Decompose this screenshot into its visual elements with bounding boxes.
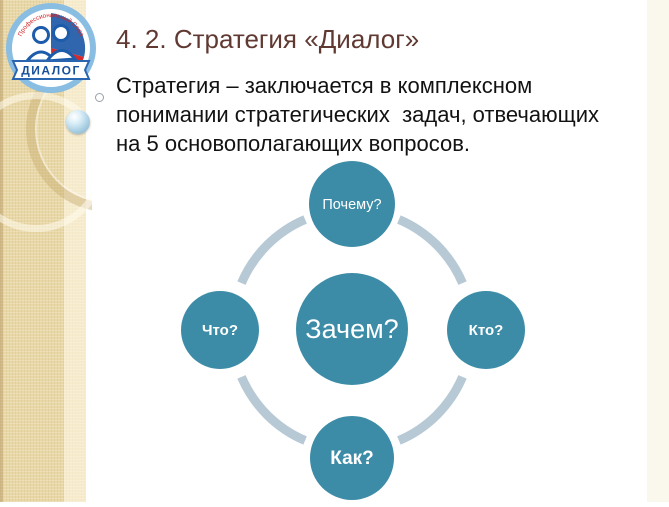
body-line: Стратегия – заключается в комплексном bbox=[116, 73, 533, 98]
node-right-label: Кто? bbox=[468, 322, 504, 339]
cycle-diagram bbox=[150, 148, 554, 502]
slide-body bbox=[116, 71, 599, 158]
right-band bbox=[647, 0, 669, 502]
body-line: на 5 основополагающих вопросов. bbox=[116, 131, 470, 156]
logo-banner-text: ДИАЛОГ bbox=[21, 63, 81, 78]
cycle-diagram-graphic bbox=[150, 148, 554, 502]
band-edge-line bbox=[0, 0, 3, 502]
ring-arc-top-right bbox=[399, 220, 463, 284]
node-top-label: Почему? bbox=[322, 197, 382, 213]
ring-arc-bottom-left bbox=[242, 377, 306, 441]
body-line: понимании стратегических задач, отвечающих bbox=[116, 102, 600, 127]
logo-arc-text-path: Профессиональный Союз bbox=[16, 11, 86, 38]
node-center-label: Зачем? bbox=[305, 314, 399, 344]
node-bottom-label: Как? bbox=[330, 448, 374, 469]
slide-title: 4. 2. Стратегия «Диалог» bbox=[116, 24, 420, 54]
ring-arc-top-left bbox=[242, 220, 306, 284]
ring-arc-bottom-right bbox=[399, 377, 463, 441]
node-left-label: Что? bbox=[201, 322, 239, 339]
bubble-icon bbox=[66, 110, 90, 134]
dialog-logo-graphic bbox=[5, 3, 97, 99]
dialog-logo bbox=[5, 3, 97, 99]
